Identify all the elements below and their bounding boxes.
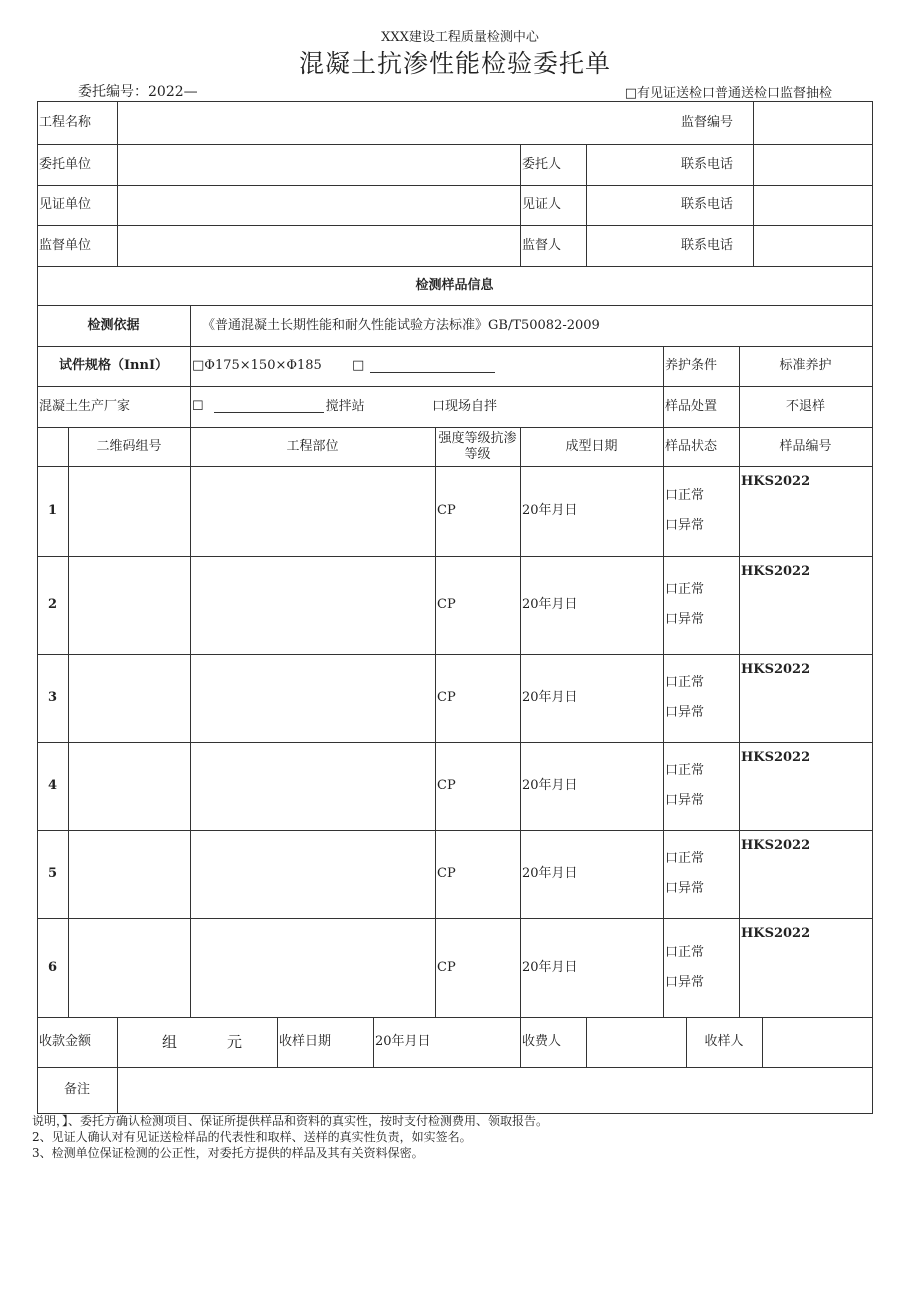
fee-amount-field[interactable] — [117, 1017, 277, 1067]
supervisor-label: 监督人 — [522, 237, 562, 253]
row-state — [663, 466, 739, 556]
spec-option-1[interactable]: □Φ175×150×Φ185 — [192, 358, 322, 373]
maker-option-1-suffix: 搅拌站 — [325, 398, 365, 414]
row-qr-field[interactable] — [68, 918, 190, 1017]
note-1: 说明，】、委托方确认检测项目、保证所提供样品和资料的真实性，按时支付检测费用、领取报告。 — [32, 1114, 549, 1128]
header-date: 成型日期 — [565, 438, 618, 454]
maker-option-mixing-station[interactable] — [190, 386, 410, 427]
row-grade[interactable]: CP — [437, 778, 456, 793]
witness-field[interactable] — [586, 185, 679, 225]
witness-phone-label: 联系电话 — [681, 197, 734, 212]
row-state — [663, 654, 739, 742]
row-qr-field[interactable] — [68, 742, 190, 830]
header-sample-no: 样品编号 — [779, 438, 832, 454]
org-name: XXX建设工程质量检测中心 — [381, 30, 539, 45]
row-index: 2 — [47, 597, 58, 612]
row-index: 3 — [47, 690, 58, 705]
receiver-field[interactable] — [762, 1017, 872, 1067]
row-part-field[interactable] — [190, 742, 435, 830]
row-part-field[interactable] — [190, 654, 435, 742]
row-qr-field[interactable] — [68, 466, 190, 556]
supervisor-field[interactable] — [586, 225, 679, 266]
inspection-mode: □有见证送检口普通送检口监督抽检 — [624, 86, 832, 101]
remark-field[interactable] — [117, 1067, 872, 1113]
client-phone-label: 联系电话 — [681, 156, 734, 172]
row-date[interactable]: 20年月日 — [522, 597, 578, 612]
state-normal-option[interactable]: 口正常 — [665, 675, 705, 690]
row-index: 5 — [47, 866, 58, 881]
row-index: 1 — [47, 503, 58, 518]
payee-label: 收费人 — [522, 1034, 562, 1049]
supervise-unit-label: 监督单位 — [39, 237, 92, 253]
row-part-field[interactable] — [190, 830, 435, 918]
commission-number: 委托编号：2022— — [78, 84, 198, 100]
header-state: 样品状态 — [665, 438, 718, 454]
fee-yuan-unit: 元 — [227, 1033, 243, 1051]
row-state — [663, 918, 739, 1017]
notes — [32, 1113, 548, 1161]
state-abnormal-option[interactable]: 口异常 — [665, 793, 705, 808]
supervisor-phone-label: 联系电话 — [681, 237, 734, 253]
witness-label: 见证人 — [522, 197, 562, 212]
witness-unit-label: 见证单位 — [39, 197, 92, 212]
client-unit-label: 委托单位 — [39, 156, 92, 172]
receive-date-value[interactable]: 20年月日 — [375, 1034, 431, 1049]
witness-phone-field[interactable] — [753, 185, 872, 225]
state-normal-option[interactable]: 口正常 — [665, 582, 705, 597]
row-date[interactable]: 20年月日 — [522, 503, 578, 518]
state-abnormal-option[interactable]: 口异常 — [665, 612, 705, 627]
row-part-field[interactable] — [190, 918, 435, 1017]
supervise-no-field[interactable] — [753, 102, 872, 144]
client-field[interactable] — [586, 144, 679, 185]
row-index: 4 — [47, 778, 58, 793]
form-title: 混凝土抗渗性能检验委托单 — [298, 49, 611, 78]
row-date[interactable]: 20年月日 — [522, 959, 578, 975]
note-3: 3、检测单位保证检测的公正性，对委托方提供的样品及其有关资料保密。 — [32, 1146, 424, 1160]
payee-field[interactable] — [586, 1017, 686, 1067]
row-qr-field[interactable] — [68, 654, 190, 742]
row-part-field[interactable] — [190, 466, 435, 556]
row-grade[interactable]: CP — [437, 503, 456, 518]
row-sample-no[interactable]: HKS2022 — [741, 838, 811, 853]
header-grade — [435, 427, 520, 466]
witness-unit-field[interactable] — [117, 185, 520, 225]
state-abnormal-option[interactable]: 口异常 — [665, 518, 705, 533]
sample-info-section-title: 检测样品信息 — [415, 277, 494, 293]
maker-option-1-box: ☐ — [192, 398, 204, 414]
row-index: 6 — [47, 959, 58, 975]
row-sample-no[interactable]: HKS2022 — [741, 474, 811, 489]
state-abnormal-option[interactable]: 口异常 — [665, 705, 705, 720]
row-sample-no[interactable]: HKS2022 — [741, 926, 811, 941]
maker-blank — [214, 400, 324, 413]
basis-value: 《普通混凝土长期性能和耐久性能试验方法标准》GB/T50082-2009 — [202, 317, 600, 333]
row-date[interactable]: 20年月日 — [522, 690, 578, 705]
row-grade[interactable]: CP — [437, 959, 456, 975]
dispose-value: 不退样 — [785, 398, 825, 414]
row-date[interactable]: 20年月日 — [522, 778, 578, 793]
project-name-label: 工程名称 — [39, 115, 92, 130]
maker-label: 混凝土生产厂家 — [39, 398, 131, 414]
spec-label: 试件规格（InnI） — [58, 358, 169, 373]
dispose-label: 样品处置 — [665, 398, 718, 414]
row-grade[interactable]: CP — [437, 597, 456, 612]
note-2: 2、见证人确认对有见证送检样品的代表性和取样、送样的真实性负责，如实签名。 — [32, 1130, 472, 1144]
row-part-field[interactable] — [190, 556, 435, 654]
cure-label: 养护条件 — [665, 358, 718, 373]
supervisor-phone-field[interactable] — [753, 225, 872, 266]
state-normal-option[interactable]: 口正常 — [665, 944, 705, 960]
client-unit-field[interactable] — [117, 144, 520, 185]
row-grade[interactable]: CP — [437, 866, 456, 881]
header-grade-line1: 强度等级抗渗 — [438, 430, 517, 446]
row-sample-no[interactable]: HKS2022 — [741, 564, 811, 579]
fee-label: 收款金额 — [39, 1034, 92, 1049]
row-date[interactable]: 20年月日 — [522, 866, 578, 881]
row-state — [663, 556, 739, 654]
client-label: 委托人 — [522, 156, 562, 172]
remark-label: 备注 — [63, 1082, 90, 1097]
row-sample-no[interactable]: HKS2022 — [741, 750, 811, 765]
spec-option-2-box: □ — [352, 358, 365, 373]
supervise-unit-field[interactable] — [117, 225, 520, 266]
cure-value: 标准养护 — [779, 358, 832, 373]
basis-label: 检测依据 — [87, 317, 140, 333]
spec-option-2[interactable] — [350, 346, 500, 386]
receiver-label: 收样人 — [704, 1034, 744, 1049]
state-normal-option[interactable]: 口正常 — [665, 488, 705, 503]
state-abnormal-option[interactable]: 口异常 — [665, 881, 705, 896]
row-state — [663, 830, 739, 918]
row-qr-field[interactable] — [68, 556, 190, 654]
row-state — [663, 742, 739, 830]
state-normal-option[interactable]: 口正常 — [665, 763, 705, 778]
fee-group-unit: 组 — [162, 1033, 178, 1051]
supervise-no-label: 监督编号 — [681, 115, 734, 130]
project-name-field[interactable] — [117, 102, 517, 144]
receive-date-label: 收样日期 — [279, 1034, 332, 1049]
row-sample-no[interactable]: HKS2022 — [741, 662, 811, 677]
row-qr-field[interactable] — [68, 830, 190, 918]
maker-option-site-mix[interactable]: 口现场自拌 — [432, 398, 498, 414]
header-part: 工程部位 — [286, 438, 339, 454]
row-grade[interactable]: CP — [437, 690, 456, 705]
grid-vline — [872, 101, 873, 1114]
state-abnormal-option[interactable]: 口异常 — [665, 974, 705, 990]
spec-option-2-blank — [370, 360, 495, 373]
client-phone-field[interactable] — [753, 144, 872, 185]
state-normal-option[interactable]: 口正常 — [665, 851, 705, 866]
header-grade-line2: 等级 — [464, 446, 491, 462]
header-qr-group: 二维码组号 — [96, 438, 162, 454]
